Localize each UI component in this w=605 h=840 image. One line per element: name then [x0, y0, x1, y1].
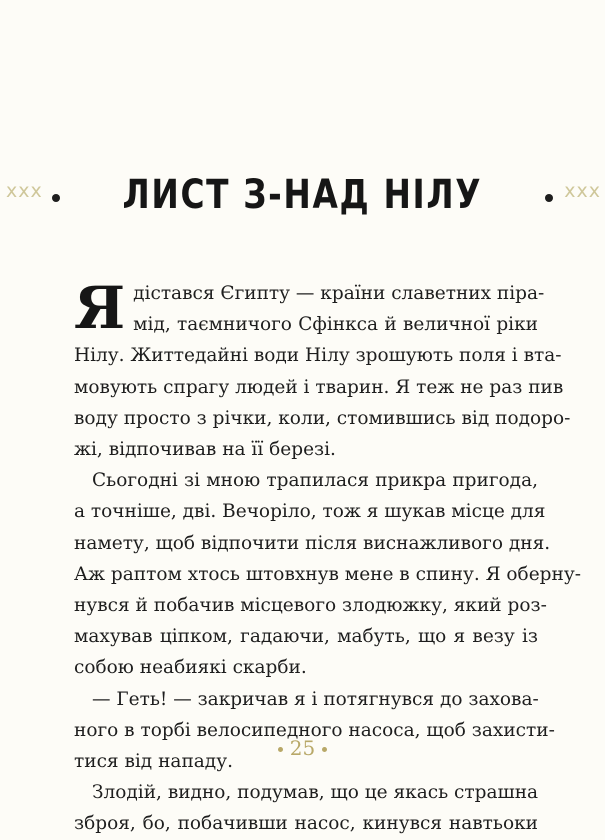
title-bullet-right: [545, 194, 553, 202]
text-line: Злодій, видно, подумав, що це якась страшна: [92, 782, 539, 804]
text-line: воду просто з річки, коли, стомившись від подоро-: [74, 407, 571, 429]
text-line: нувся й побачив місцевого злодюжку, який роз-: [74, 595, 547, 617]
page-number: [0, 736, 605, 760]
text-line: — Геть! — закричав я і потягнувся до захова-: [92, 688, 539, 710]
text-line: Аж раптом хтось штовхнув мене в спину. Я оберну-: [74, 563, 581, 585]
text-line: мовують спрагу людей і тварин. Я теж не раз пив: [74, 376, 564, 398]
text-line: Нілу. Життедайні води Нілу зрошують поля і вта-: [74, 345, 562, 367]
text-line: Сьогодні зі мною трапилася прикра пригода,: [92, 470, 538, 492]
chapter-title: ЛИСТ З-НАД НІЛУ: [122, 172, 483, 218]
drop-cap: Я: [74, 274, 126, 342]
text-line: мід, таємничого Сфінкса й величної ріки: [133, 314, 538, 336]
text-line: ного в торбі велосипедного насоса, щоб захисти-: [74, 719, 555, 741]
text-line: зброя, бо, побачивши насос, кинувся навтьоки: [74, 813, 538, 835]
title-row: [0, 172, 605, 218]
text-line: собою неабиякі скарби.: [74, 657, 307, 679]
text-line: жі, відпочивав на її березі.: [74, 439, 336, 461]
page-dot-right: [322, 747, 327, 752]
text-line: а точніше, дві. Вечоріло, тож я шукав місце для: [74, 501, 546, 523]
text-line: намету, щоб відпочити після виснажливого дня.: [74, 532, 551, 554]
title-bullet-left: [52, 194, 60, 202]
ornament-left: ххх: [6, 180, 43, 202]
page-dot-left: [278, 747, 283, 752]
page-number-value: 25: [289, 736, 316, 760]
ornament-right: ххх: [564, 180, 601, 202]
text-line: тися від нападу.: [74, 751, 233, 773]
text-line: махував ціпком, гадаючи, мабуть, що я везу із: [74, 626, 538, 648]
text-line: дістався Єгипту — країни славетних піра-: [133, 283, 545, 304]
